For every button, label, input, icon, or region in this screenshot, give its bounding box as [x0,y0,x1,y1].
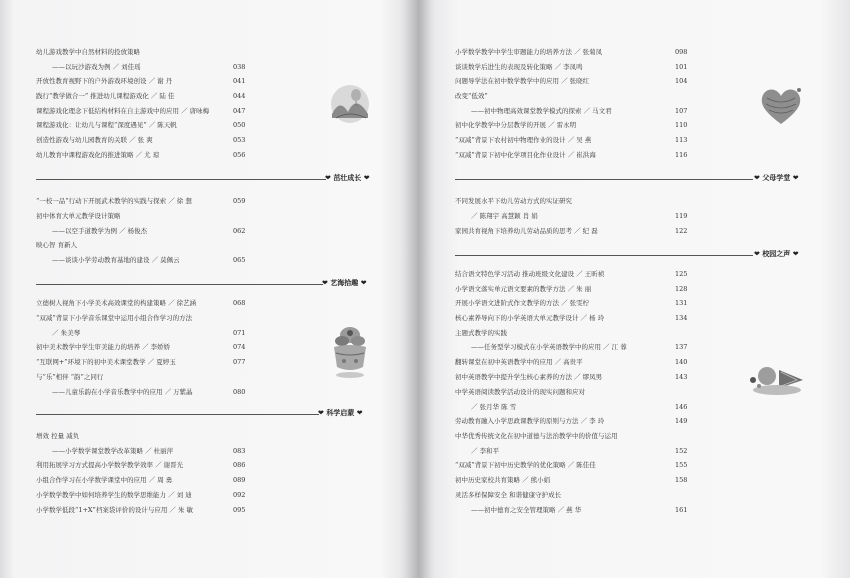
toc-entry[interactable]: 小组合作学习在小学数学课堂中的应用 ／ 周 勇 [36,476,173,484]
right-page [435,0,850,578]
heart-bullet-icon: ❤ [322,279,331,287]
toc-entry[interactable]: 小学数学教学中如何培养学生的数学思维能力 ／ 刘 迪 [36,491,192,499]
toc-entry[interactable]: 初中历史家校共育策略 ／ 熊小娟 [455,476,551,484]
heart-bullet-icon: ❤ [361,174,370,182]
toc-entry[interactable]: 课程游戏化理念下低结构材料在自主游戏中的应用 ／ 唐咏梅 [36,107,210,115]
toc-entry[interactable]: 映心智 育新人 [36,241,78,249]
flower-pot-illustration [328,323,372,381]
toc-entry[interactable]: 初中美术教学中学生审美能力的培养 ／ 李娇娇 [36,343,171,351]
page-number: 059 [233,197,246,205]
heart-bullet-icon: ❤ [754,174,763,182]
page-number: 089 [233,476,246,484]
page-number: 071 [233,329,246,337]
toc-entry[interactable]: ——儿童乐韵在小学音乐教学中的应用 ／ 万紫晶 [52,388,193,396]
page-number: 101 [675,63,688,71]
toc-entry[interactable]: 结合语文特色学习活动 推动班级文化建设 ／ 王昕祯 [455,270,605,278]
toc-entry[interactable]: 幼儿教育中课程游戏化的推进策略 ／ 尤 琼 [36,151,160,159]
toc-entry[interactable]: 开展小学语文进阶式作文教学的方法 ／ 张雯柠 [455,299,590,307]
toc-entry[interactable]: 改变“低效” [455,92,488,100]
page-number: 047 [233,107,246,115]
section-rule [455,179,753,180]
toc-entry[interactable]: “双减”背景下小学音乐课堂中运用小组合作学习的方法 [36,314,193,322]
page-number: 152 [675,447,688,455]
hill-balloon-illustration [326,84,374,124]
toc-entry[interactable]: 核心素养导向下的小学英语大单元教学设计 ／ 杨 玲 [455,314,605,322]
page-number: 131 [675,299,688,307]
toc-entry[interactable]: 灵活多样保障安全 和谐健康守护成长 [455,491,562,499]
toc-entry[interactable]: 初中英语教学中提升学生核心素养的方法 ／ 缪凤男 [455,373,603,381]
toc-entry[interactable]: “互联网+”环境下的初中美术课堂教学 ／ 夏婷玉 [36,358,176,366]
page-number: 119 [675,212,688,220]
page-number: 128 [675,285,688,293]
toc-entry[interactable]: ——以玩沙游戏为例 ／ 刘佳瑶 [52,63,141,71]
toc-entry[interactable]: 翻转课堂在初中英语教学中的应用 ／ 高贵平 [455,358,583,366]
page-number: 140 [675,358,688,366]
toc-entry[interactable]: 与“乐”相伴 “韵”之同行 [36,373,104,381]
toc-entry[interactable]: “一校一品”行动下开展武术教学的实践与探索 ／ 徐 想 [36,197,192,205]
toc-entry[interactable]: 立德树人视角下小学美术高效课堂的构建策略 ／ 徐艺涵 [36,299,197,307]
page-number: 143 [675,373,688,381]
toc-entry[interactable]: ——谈谈小学劳动教育基地的建设 ／ 莫佩云 [52,256,180,264]
toc-entry[interactable]: 问题导学法在初中数学教学中的应用 ／ 张晓红 [455,77,590,85]
page-number: 122 [675,227,688,235]
page-number: 062 [233,227,246,235]
heart-bullet-icon: ❤ [318,409,327,417]
toc-entry[interactable]: ／ 陈翔宇 高慧颖 肖 娟 [471,212,538,220]
toc-entry[interactable]: “双减”背景下农村初中物理作业的设计 ／ 吴 燕 [455,136,592,144]
section-title: ❤ 校园之声 ❤ [754,250,799,258]
toc-entry[interactable]: 劳动教育融入小学思政课教学的原则与方法 ／ 李 玲 [455,417,605,425]
page-number: 074 [233,343,246,351]
fruit-basket-illustration [747,358,809,398]
toc-entry[interactable]: 初中化学教学中分层教学的开展 ／ 雷永明 [455,121,577,129]
toc-entry[interactable]: ——以空手道教学为例 ／ 杨俊杰 [52,227,148,235]
toc-entry[interactable]: ——小学数学课堂教学改革策略 ／ 杜丽萍 [52,447,174,455]
toc-entry[interactable]: 主题式教学的实践 [455,329,507,337]
page-number: 107 [675,107,688,115]
section-title: ❤ 父母学堂 ❤ [754,174,799,182]
left-page [0,0,400,578]
toc-entry[interactable]: 幼儿游戏教学中自然材料的投放策略 [36,48,140,56]
page-number: 050 [233,121,246,129]
toc-entry[interactable]: 利用拓展学习方式提高小学数学教学效率 ／ 谢晋光 [36,461,184,469]
section-title: ❤ 茁壮成长 ❤ [325,174,370,182]
page-number: 056 [233,151,246,159]
section-title: ❤ 艺海拾趣 ❤ [322,279,367,287]
page-number: 161 [675,506,688,514]
page-number: 104 [675,77,688,85]
toc-entry[interactable]: ——任务型学习模式在小学英语教学中的应用 ／ 江 蓉 [471,343,627,351]
toc-entry[interactable]: ——初中德育之安全管理策略 ／ 燕 华 [471,506,582,514]
page-number: 113 [675,136,688,144]
heart-bullet-icon: ❤ [358,279,367,287]
toc-entry[interactable]: “双减”背景下初中化学项目化作业设计 ／ 崔洪海 [455,151,596,159]
toc-entry[interactable]: 增效 控量 减负 [36,432,80,440]
page-number: 068 [233,299,246,307]
toc-entry[interactable]: 开放性教育视野下的户外游戏环境创设 ／ 谢 丹 [36,77,173,85]
page-number: 146 [675,403,688,411]
section-rule [36,179,326,180]
toc-entry[interactable]: 中学英语阅读教学活动设计的现实问题和应对 [455,388,585,396]
page-number: 095 [233,506,246,514]
toc-entry[interactable]: 践行“教学做合一” 推进幼儿课程游戏化 ／ 陆 佳 [36,92,175,100]
heart-bullet-icon: ❤ [325,174,334,182]
book-spine-shadow [400,0,435,578]
section-rule [36,414,319,415]
page-number: 137 [675,343,688,351]
page-number: 041 [233,77,246,85]
page-number: 053 [233,136,246,144]
page-number: 092 [233,491,246,499]
page-number: 044 [233,92,246,100]
toc-entry[interactable]: ／ 朱美琴 [52,329,81,337]
page-number: 134 [675,314,688,322]
page-number: 110 [675,121,688,129]
page-number: 155 [675,461,688,469]
page-number: 086 [233,461,246,469]
toc-entry[interactable]: ——初中物理高效课堂教学模式的探索 ／ 马文君 [471,107,612,115]
page-number: 098 [675,48,688,56]
toc-entry[interactable]: 不同发展水平下幼儿劳动方式的实证研究 [455,197,572,205]
toc-entry[interactable]: 中华优秀传统文化在初中道德与法治教学中的价值与运用 [455,432,618,440]
heart-bullet-icon: ❤ [790,250,799,258]
toc-entry[interactable]: 谈谈数学后进生的表现及转化策略 ／ 李凤鸣 [455,63,583,71]
page-number: 149 [675,417,688,425]
toc-entry[interactable]: 小学语文落实单元语文要素的教学方法 ／ 朱 丽 [455,285,592,293]
toc-entry[interactable]: 小学数学教学中学生审题能力的培养方法 ／ 张菊凤 [455,48,603,56]
section-title: ❤ 科学启蒙 ❤ [318,409,363,417]
page-number: 080 [233,388,246,396]
page-number: 116 [675,151,688,159]
page-number: 065 [233,256,246,264]
page-number: 158 [675,476,688,484]
page-number: 077 [233,358,246,366]
toc-entry[interactable]: 课程游戏化：让幼儿与课程“深度遇见” ／ 陈天帆 [36,121,177,129]
toc-entry[interactable]: 创造性游戏与幼儿园教育的关联 ／ 张 爽 [36,136,153,144]
page-number: 125 [675,270,688,278]
toc-entry[interactable]: 小学数学低段“1+X”档案袋评价的设计与应用 ／ 朱 敏 [36,506,194,514]
toc-entry[interactable]: ／ 张月华 陈 雪 [471,403,517,411]
toc-entry[interactable]: ／ 李和平 [471,447,500,455]
heart-illustration [757,84,805,128]
page-number: 083 [233,447,246,455]
section-rule [36,284,323,285]
toc-entry[interactable]: “双减”背景下初中历史教学的优化策略 ／ 陈佳佳 [455,461,596,469]
heart-bullet-icon: ❤ [754,250,763,258]
toc-entry[interactable]: 初中体育大单元教学设计策略 [36,212,121,220]
heart-bullet-icon: ❤ [354,409,363,417]
page-number: 038 [233,63,246,71]
heart-bullet-icon: ❤ [790,174,799,182]
toc-entry[interactable]: 家园共育视角下培养幼儿劳动品质的思考 ／ 纪 磊 [455,227,598,235]
section-rule [455,255,753,256]
